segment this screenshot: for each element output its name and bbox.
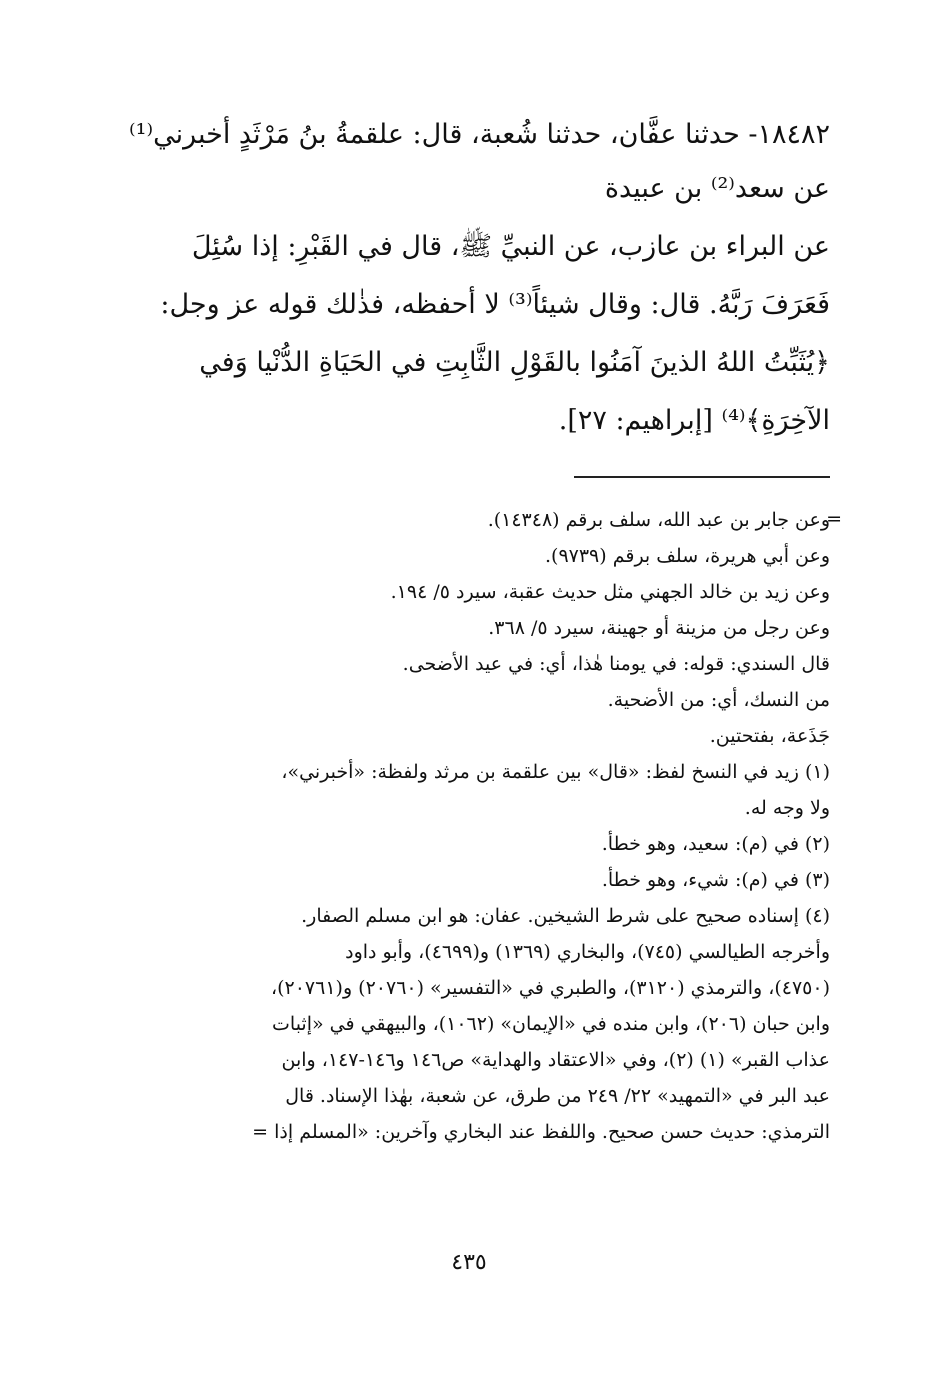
footnote-line: ولا وجه له. — [744, 797, 830, 819]
footnote-line: (٤٧٥٠)، والترمذي (٣١٢٠)، والطبري في «التفسير» (٢٠٧٦٠) و(٢٠٧٦١)، — [270, 977, 830, 999]
footnote-line: (٣) في (م): شيء، وهو خطأ. — [601, 869, 830, 891]
footnotes — [130, 502, 830, 1150]
main-line: ١٨٤٨٢- حدثنا عفَّان، حدثنا شُعبة، قال: علقمةُ بنُ مَرْثَدٍ أخبرني⁽¹⁾ — [128, 119, 830, 150]
footnote-line: عبد البر في «التمهيد» ٢٢/ ٢٤٩ من طرق، عن شعبة، بهٰذا الإسناد. قال — [285, 1085, 830, 1107]
page-number: ٤٣٥ — [451, 1250, 487, 1275]
footnote-line: (١) زيد في النسخ لفظ: «قال» بين علقمة بن مرثد ولفظة: «أخبرني»، — [281, 761, 830, 783]
footnote-line: وعن رجل من مزينة أو جهينة، سيرد ٥/ ٣٦٨. — [488, 617, 830, 639]
footnote-line: عذاب القبر» (١) (٢)، وفي «الاعتقاد والهداية» ص١٤٦ و١٤٦-١٤٧، وابن — [281, 1049, 830, 1071]
footnote-line: وعن جابر بن عبد الله، سلف برقم (١٤٣٤٨). — [487, 509, 830, 531]
footnote-line: وأخرجه الطيالسي (٧٤٥)، والبخاري (١٣٦٩) و(٤٦٩٩)، وأبو داود — [345, 941, 830, 963]
footnote-line: وعن أبي هريرة، سلف برقم (٩٧٣٩). — [544, 545, 830, 567]
footnote-divider — [574, 476, 830, 478]
footnote-line: وعن زيد بن خالد الجهني مثل حديث عقبة، سيرد ٥/ ١٩٤. — [390, 581, 830, 603]
footnote-line: من النسك، أي: من الأضحية. — [607, 689, 830, 711]
footnote-line: قال السندي: قوله: في يومنا هٰذا، أي: في عيد الأضحى. — [402, 653, 830, 675]
main-line: عن سعد⁽²⁾ بن عبيدة — [604, 173, 830, 204]
main-text — [130, 110, 830, 450]
footnote-line: (٢) في (م): سعيد، وهو خطأ. — [601, 833, 830, 855]
footnote-line: وابن حبان (٢٠٦)، وابن منده في «الإيمان» (١٠٦٢)، والبيهقي في «إثبات — [272, 1013, 830, 1035]
footnote-line: جَذَعة، بفتحتين. — [709, 725, 830, 747]
main-line: الآخِرَةِ﴾⁽⁴⁾ [إبراهيم: ٢٧]. — [558, 405, 830, 436]
continuation-marker: = — [826, 508, 842, 530]
main-line: فَعَرَفَ رَبَّهُ. قال: وقال شيئاً⁽³⁾ لا أحفظه، فذٰلك قوله عز وجل: — [160, 289, 830, 320]
footnote-line: (٤) إسناده صحيح على شرط الشيخين. عفان: هو ابن مسلم الصفار. — [301, 905, 830, 927]
main-line: ﴿يُثَبِّتُ اللهُ الذينَ آمَنُوا بالقَوْلِ الثَّابِتِ في الحَيَاةِ الدُّنْيا وَفي — [199, 347, 830, 378]
footnote-line: الترمذي: حديث حسن صحيح. واللفظ عند البخاري وآخرين: «المسلم إذا = — [252, 1121, 830, 1143]
main-line: عن البراء بن عازب، عن النبيِّ ﷺ، قال في القَبْرِ: إذا سُئِلَ — [191, 231, 830, 262]
